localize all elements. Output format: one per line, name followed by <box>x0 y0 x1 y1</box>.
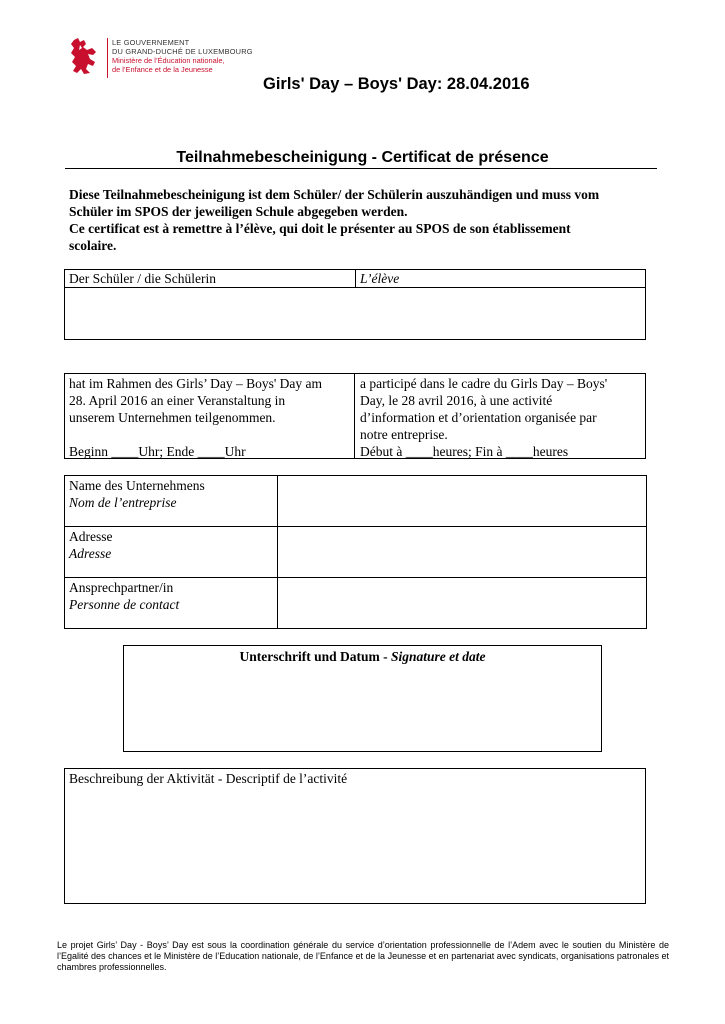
participation-table <box>64 373 646 459</box>
logo-line-2: DU GRAND-DUCHÉ DE LUXEMBOURG <box>112 47 253 56</box>
government-logo-text <box>112 38 253 74</box>
intro-de-line-2: Schüler im SPOS der jeweiligen Schule abgegeben werden. <box>69 204 408 219</box>
logo-line-3: Ministère de l’Éducation nationale, <box>112 56 225 65</box>
participation-fr-line-4: notre entreprise. <box>360 427 448 442</box>
contact-person-label-fr: Personne de contact <box>69 597 180 612</box>
intro-fr-line-1: Ce certificat est à remettre à l’élève, qui doit le présenter au SPOS de son établissement <box>69 221 571 236</box>
participation-fr-line-1: a participé dans le cadre du Girls Day – Boys' <box>360 376 608 391</box>
intro-de-line-1: Diese Teilnahmebescheinigung ist dem Schüler/ der Schülerin auszuhändigen und muss vom <box>69 187 600 202</box>
row-divider <box>65 577 646 578</box>
student-header-row <box>65 270 645 288</box>
company-table <box>64 475 647 629</box>
column-divider <box>355 270 356 287</box>
address-label-fr: Adresse <box>69 546 112 561</box>
contact-person-label <box>69 579 179 613</box>
participation-de-line-3: unserem Unternehmen teilgenommen. <box>69 410 276 425</box>
participation-de-line-1: hat im Rahmen des Girls’ Day – Boys' Day am <box>69 376 323 391</box>
participation-de-time: Beginn ____Uhr; Ende ____Uhr <box>69 444 246 459</box>
logo-line-4: de l’Enfance et de la Jeunesse <box>112 65 213 74</box>
company-name-field[interactable] <box>279 477 645 525</box>
company-name-label-fr: Nom de l’entreprise <box>69 495 177 510</box>
contact-person-label-de: Ansprechpartner/in <box>69 580 174 595</box>
title-divider <box>65 168 657 169</box>
footer-note: Le projet Girls’ Day - Boys’ Day est sous la coordination générale du service d’orientation professionnelle de l’Adem avec le soutien du Ministère de l’Egalité des chances et le Ministère de l’Education nationale, de l’Enfance et de la Jeunesse et en partenariat avec syndicats, organisations patronales et chambres professionnelles. <box>57 940 669 972</box>
participation-text-fr <box>360 375 644 460</box>
participation-fr-line-3: d’information et d’orientation organisée par <box>360 410 597 425</box>
activity-box[interactable] <box>64 768 646 904</box>
page-title: Girls' Day – Boys' Day: 28.04.2016 <box>263 75 530 93</box>
student-table <box>64 269 646 340</box>
participation-text-de <box>69 375 353 460</box>
column-divider <box>354 374 355 458</box>
logo-divider <box>107 38 108 78</box>
student-label-de: Der Schüler / die Schülerin <box>69 271 216 286</box>
lion-emblem-icon <box>66 36 102 76</box>
participation-de-line-2: 28. April 2016 an einer Veranstaltung in <box>69 393 286 408</box>
certificate-title: Teilnahmebescheinigung - Certificat de présence <box>176 149 549 166</box>
participation-fr-line-2: Day, le 28 avril 2016, à une activité <box>360 393 553 408</box>
certificate-intro <box>69 186 659 254</box>
address-field[interactable] <box>279 528 645 576</box>
contact-person-field[interactable] <box>279 579 645 627</box>
company-name-label <box>69 477 205 511</box>
row-divider <box>65 526 646 527</box>
student-label-fr: L’élève <box>360 271 400 286</box>
signature-label <box>124 648 601 665</box>
signature-label-de: Unterschrift und Datum - <box>239 649 391 664</box>
address-label-de: Adresse <box>69 529 113 544</box>
intro-fr-line-2: scolaire. <box>69 238 117 253</box>
participation-fr-time: Début à ____heures; Fin à ____heures <box>360 444 569 459</box>
address-label <box>69 528 113 562</box>
signature-label-fr: Signature et date <box>390 649 486 664</box>
signature-box[interactable] <box>123 645 602 752</box>
logo-line-1: LE GOUVERNEMENT <box>112 38 190 47</box>
activity-label: Beschreibung der Aktivität - Descriptif de l’activité <box>69 771 348 786</box>
company-name-label-de: Name des Unternehmens <box>69 478 205 493</box>
student-name-field[interactable] <box>65 288 645 339</box>
column-divider <box>277 476 278 628</box>
